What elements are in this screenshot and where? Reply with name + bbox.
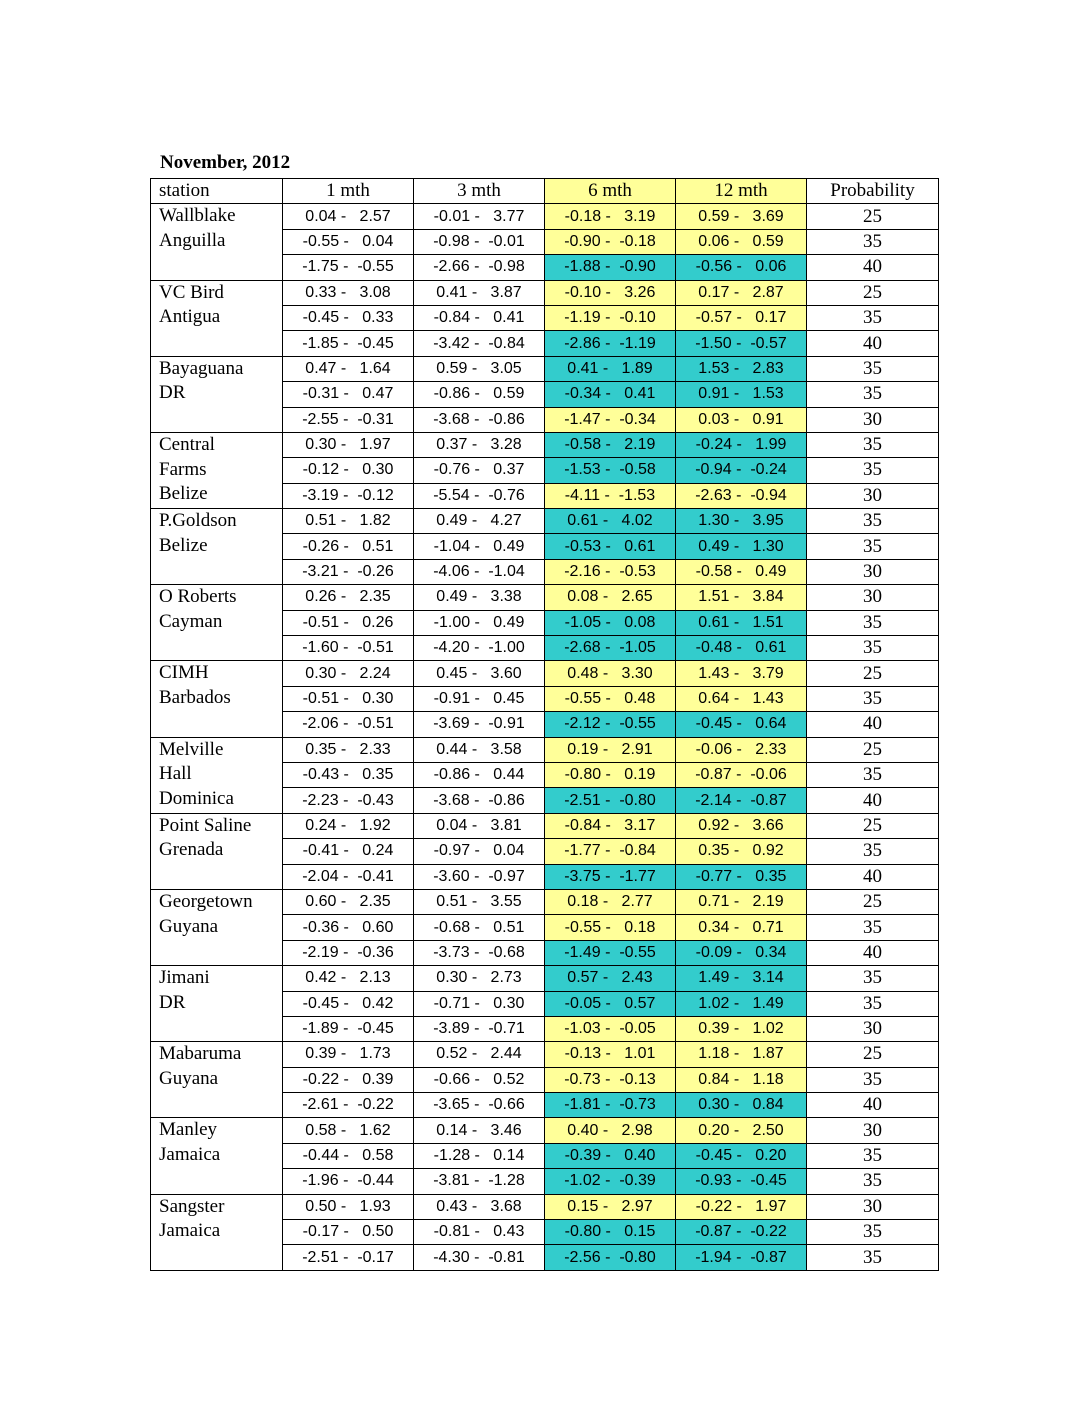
range-12mth: 0.34 - 0.71 xyxy=(676,915,807,940)
header-station: station xyxy=(151,179,283,204)
range-12mth: 0.91 - 1.53 xyxy=(676,382,807,407)
station-name-line: DR xyxy=(159,382,186,404)
range-12mth: -1.50 - -0.57 xyxy=(676,331,807,356)
range-6mth: -1.53 - -0.58 xyxy=(545,458,676,483)
header-probability: Probability xyxy=(807,179,939,204)
range-6mth: -0.34 - 0.41 xyxy=(545,382,676,407)
station-name xyxy=(151,1118,283,1194)
range-1mth: -1.85 - -0.45 xyxy=(283,331,414,356)
range-6mth: -2.86 - -1.19 xyxy=(545,331,676,356)
range-3mth: -0.98 - -0.01 xyxy=(414,229,545,254)
range-12mth: 1.49 - 3.14 xyxy=(676,966,807,991)
range-1mth: -2.23 - -0.43 xyxy=(283,788,414,813)
range-12mth: 1.30 - 3.95 xyxy=(676,509,807,534)
range-12mth: -0.48 - 0.61 xyxy=(676,636,807,661)
range-1mth: 0.51 - 1.82 xyxy=(283,509,414,534)
range-6mth: -4.11 - -1.53 xyxy=(545,483,676,508)
header-1mth: 1 mth xyxy=(283,179,414,204)
range-3mth: -4.30 - -0.81 xyxy=(414,1245,545,1270)
range-12mth: -2.14 - -0.87 xyxy=(676,788,807,813)
range-1mth: 0.26 - 2.35 xyxy=(283,585,414,610)
range-12mth: -0.22 - 1.97 xyxy=(676,1194,807,1219)
range-1mth: 0.50 - 1.93 xyxy=(283,1194,414,1219)
station-name-line: Jimani xyxy=(159,967,210,989)
range-3mth: -0.91 - 0.45 xyxy=(414,686,545,711)
probability-value: 35 xyxy=(807,839,939,864)
range-3mth: 0.49 - 4.27 xyxy=(414,509,545,534)
probability-value: 35 xyxy=(807,636,939,661)
range-3mth: -3.42 - -0.84 xyxy=(414,331,545,356)
range-6mth: -2.56 - -0.80 xyxy=(545,1245,676,1270)
range-3mth: -0.86 - 0.59 xyxy=(414,382,545,407)
range-1mth: -1.96 - -0.44 xyxy=(283,1169,414,1194)
range-1mth: -2.55 - -0.31 xyxy=(283,407,414,432)
range-6mth: 0.57 - 2.43 xyxy=(545,966,676,991)
station-name-line: Wallblake xyxy=(159,205,236,227)
range-3mth: 0.52 - 2.44 xyxy=(414,1042,545,1067)
table-row xyxy=(151,356,939,381)
station-name-line: Mabaruma xyxy=(159,1043,242,1065)
station-name-line: Jamaica xyxy=(159,1144,221,1166)
range-3mth: -1.04 - 0.49 xyxy=(414,534,545,559)
range-6mth: -0.80 - 0.15 xyxy=(545,1220,676,1245)
range-1mth: 0.30 - 2.24 xyxy=(283,661,414,686)
range-6mth: -0.39 - 0.40 xyxy=(545,1143,676,1168)
range-1mth: -0.44 - 0.58 xyxy=(283,1143,414,1168)
station-name xyxy=(151,356,283,432)
station-name-line: Manley xyxy=(159,1119,218,1141)
station-name-line: P.Goldson xyxy=(159,510,237,532)
station-name-line: Central xyxy=(159,433,215,455)
probability-value: 40 xyxy=(807,712,939,737)
table-row xyxy=(151,1118,939,1143)
range-1mth: -0.51 - 0.30 xyxy=(283,686,414,711)
range-12mth: -0.09 - 0.34 xyxy=(676,940,807,965)
station-name-line: Dominica xyxy=(159,787,234,809)
station-name-line: Barbados xyxy=(159,687,231,709)
probability-value: 30 xyxy=(807,1118,939,1143)
range-1mth: 0.47 - 1.64 xyxy=(283,356,414,381)
station-name-line: Hall xyxy=(159,763,192,785)
range-12mth: -0.93 - -0.45 xyxy=(676,1169,807,1194)
range-6mth: -0.84 - 3.17 xyxy=(545,813,676,838)
station-name-line: Belize xyxy=(159,534,208,556)
station-name-line: Cayman xyxy=(159,610,223,632)
range-12mth: 0.20 - 2.50 xyxy=(676,1118,807,1143)
probability-value: 35 xyxy=(807,1220,939,1245)
range-1mth: -2.04 - -0.41 xyxy=(283,864,414,889)
station-name xyxy=(151,889,283,965)
range-6mth: -0.18 - 3.19 xyxy=(545,204,676,229)
station-name xyxy=(151,1194,283,1270)
range-1mth: -0.12 - 0.30 xyxy=(283,458,414,483)
range-3mth: 0.04 - 3.81 xyxy=(414,813,545,838)
range-3mth: 0.44 - 3.58 xyxy=(414,737,545,762)
range-6mth: 0.41 - 1.89 xyxy=(545,356,676,381)
range-12mth: 1.51 - 3.84 xyxy=(676,585,807,610)
probability-value: 25 xyxy=(807,204,939,229)
range-1mth: -1.89 - -0.45 xyxy=(283,1016,414,1041)
table-row xyxy=(151,280,939,305)
range-6mth: -0.58 - 2.19 xyxy=(545,432,676,457)
table-row xyxy=(151,966,939,991)
station-name xyxy=(151,280,283,356)
range-3mth: -0.66 - 0.52 xyxy=(414,1067,545,1092)
range-6mth: -1.77 - -0.84 xyxy=(545,839,676,864)
range-6mth: -0.53 - 0.61 xyxy=(545,534,676,559)
table-row xyxy=(151,585,939,610)
range-6mth: 0.19 - 2.91 xyxy=(545,737,676,762)
range-1mth: -2.61 - -0.22 xyxy=(283,1093,414,1118)
range-3mth: 0.49 - 3.38 xyxy=(414,585,545,610)
table-row xyxy=(151,1042,939,1067)
range-1mth: -0.36 - 0.60 xyxy=(283,915,414,940)
probability-value: 35 xyxy=(807,382,939,407)
probability-value: 35 xyxy=(807,991,939,1016)
range-1mth: -2.06 - -0.51 xyxy=(283,712,414,737)
range-12mth: 0.92 - 3.66 xyxy=(676,813,807,838)
range-3mth: -0.76 - 0.37 xyxy=(414,458,545,483)
range-1mth: -0.22 - 0.39 xyxy=(283,1067,414,1092)
range-6mth: -1.03 - -0.05 xyxy=(545,1016,676,1041)
table-row xyxy=(151,661,939,686)
station-name-line: O Roberts xyxy=(159,586,237,608)
probability-value: 30 xyxy=(807,559,939,584)
station-name xyxy=(151,585,283,661)
station-name-line: Jamaica xyxy=(159,1220,221,1242)
range-12mth: -0.87 - -0.22 xyxy=(676,1220,807,1245)
station-name xyxy=(151,1042,283,1118)
probability-value: 40 xyxy=(807,1093,939,1118)
range-6mth: -2.12 - -0.55 xyxy=(545,712,676,737)
range-12mth: -0.87 - -0.06 xyxy=(676,762,807,787)
header-6mth: 6 mth xyxy=(545,179,676,204)
station-name-line: Guyana xyxy=(159,1067,219,1089)
range-1mth: 0.42 - 2.13 xyxy=(283,966,414,991)
range-3mth: -0.81 - 0.43 xyxy=(414,1220,545,1245)
range-1mth: 0.04 - 2.57 xyxy=(283,204,414,229)
range-12mth: -0.77 - 0.35 xyxy=(676,864,807,889)
range-6mth: -2.16 - -0.53 xyxy=(545,559,676,584)
range-1mth: -2.19 - -0.36 xyxy=(283,940,414,965)
range-12mth: 0.64 - 1.43 xyxy=(676,686,807,711)
range-3mth: 0.51 - 3.55 xyxy=(414,889,545,914)
table-row xyxy=(151,813,939,838)
probability-value: 35 xyxy=(807,686,939,711)
station-name xyxy=(151,509,283,585)
range-12mth: -2.63 - -0.94 xyxy=(676,483,807,508)
range-3mth: -0.97 - 0.04 xyxy=(414,839,545,864)
station-name-line: VC Bird xyxy=(159,281,224,303)
probability-value: 40 xyxy=(807,940,939,965)
header-3mth: 3 mth xyxy=(414,179,545,204)
header-row xyxy=(151,179,939,204)
range-3mth: 0.45 - 3.60 xyxy=(414,661,545,686)
range-1mth: -1.60 - -0.51 xyxy=(283,636,414,661)
range-3mth: -3.69 - -0.91 xyxy=(414,712,545,737)
range-3mth: -3.73 - -0.68 xyxy=(414,940,545,965)
range-12mth: 0.35 - 0.92 xyxy=(676,839,807,864)
range-12mth: -1.94 - -0.87 xyxy=(676,1245,807,1270)
range-12mth: -0.06 - 2.33 xyxy=(676,737,807,762)
range-12mth: 1.18 - 1.87 xyxy=(676,1042,807,1067)
station-name-line: DR xyxy=(159,991,186,1013)
station-name xyxy=(151,204,283,280)
range-12mth: 0.39 - 1.02 xyxy=(676,1016,807,1041)
range-12mth: 1.43 - 3.79 xyxy=(676,661,807,686)
range-1mth: -2.51 - -0.17 xyxy=(283,1245,414,1270)
probability-value: 35 xyxy=(807,509,939,534)
probability-value: 25 xyxy=(807,737,939,762)
range-6mth: -0.55 - 0.18 xyxy=(545,915,676,940)
range-3mth: -3.68 - -0.86 xyxy=(414,407,545,432)
range-6mth: -0.90 - -0.18 xyxy=(545,229,676,254)
probability-value: 35 xyxy=(807,229,939,254)
station-name-line: Georgetown xyxy=(159,890,253,912)
probability-value: 35 xyxy=(807,1067,939,1092)
range-3mth: 0.59 - 3.05 xyxy=(414,356,545,381)
probability-value: 35 xyxy=(807,610,939,635)
range-12mth: -0.57 - 0.17 xyxy=(676,305,807,330)
range-3mth: -0.84 - 0.41 xyxy=(414,305,545,330)
station-name xyxy=(151,813,283,889)
range-3mth: -3.81 - -1.28 xyxy=(414,1169,545,1194)
range-6mth: -2.68 - -1.05 xyxy=(545,636,676,661)
sheet-title: November, 2012 xyxy=(160,152,291,173)
station-name xyxy=(151,432,283,508)
range-12mth: 0.49 - 1.30 xyxy=(676,534,807,559)
probability-value: 30 xyxy=(807,407,939,432)
probability-value: 40 xyxy=(807,331,939,356)
range-3mth: -3.65 - -0.66 xyxy=(414,1093,545,1118)
range-6mth: -2.51 - -0.80 xyxy=(545,788,676,813)
probability-value: 35 xyxy=(807,966,939,991)
range-6mth: -0.80 - 0.19 xyxy=(545,762,676,787)
range-6mth: -1.81 - -0.73 xyxy=(545,1093,676,1118)
probability-value: 30 xyxy=(807,483,939,508)
probability-value: 35 xyxy=(807,1143,939,1168)
range-12mth: 0.61 - 1.51 xyxy=(676,610,807,635)
station-name-line: Guyana xyxy=(159,915,219,937)
station-name-line: Melville xyxy=(159,738,224,760)
station-name-line: Anguilla xyxy=(159,229,226,251)
range-3mth: -2.66 - -0.98 xyxy=(414,255,545,280)
station-name-line: Belize xyxy=(159,483,208,505)
station-name-line: Antigua xyxy=(159,306,221,328)
range-6mth: -1.88 - -0.90 xyxy=(545,255,676,280)
station-name xyxy=(151,966,283,1042)
range-6mth: -0.05 - 0.57 xyxy=(545,991,676,1016)
range-1mth: -0.45 - 0.33 xyxy=(283,305,414,330)
range-6mth: -3.75 - -1.77 xyxy=(545,864,676,889)
probability-value: 35 xyxy=(807,534,939,559)
range-6mth: -0.73 - -0.13 xyxy=(545,1067,676,1092)
range-1mth: 0.35 - 2.33 xyxy=(283,737,414,762)
table-row xyxy=(151,737,939,762)
station-name xyxy=(151,737,283,813)
table-row xyxy=(151,889,939,914)
range-12mth: 1.53 - 2.83 xyxy=(676,356,807,381)
range-1mth: -0.41 - 0.24 xyxy=(283,839,414,864)
probability-value: 25 xyxy=(807,661,939,686)
probability-value: 25 xyxy=(807,813,939,838)
station-name-line: Grenada xyxy=(159,839,224,861)
station-name xyxy=(151,661,283,737)
range-3mth: -5.54 - -0.76 xyxy=(414,483,545,508)
range-1mth: 0.58 - 1.62 xyxy=(283,1118,414,1143)
table-row xyxy=(151,432,939,457)
range-6mth: 0.08 - 2.65 xyxy=(545,585,676,610)
range-3mth: -3.68 - -0.86 xyxy=(414,788,545,813)
table-row xyxy=(151,1194,939,1219)
range-1mth: 0.39 - 1.73 xyxy=(283,1042,414,1067)
spi-table xyxy=(150,178,939,1271)
probability-value: 35 xyxy=(807,305,939,330)
probability-value: 35 xyxy=(807,432,939,457)
range-12mth: -0.56 - 0.06 xyxy=(676,255,807,280)
station-name-line: CIMH xyxy=(159,662,209,684)
range-6mth: -1.19 - -0.10 xyxy=(545,305,676,330)
probability-value: 30 xyxy=(807,585,939,610)
range-6mth: 0.40 - 2.98 xyxy=(545,1118,676,1143)
probability-value: 25 xyxy=(807,280,939,305)
range-1mth: 0.33 - 3.08 xyxy=(283,280,414,305)
range-3mth: 0.37 - 3.28 xyxy=(414,432,545,457)
station-name-line: Farms xyxy=(159,458,207,480)
range-3mth: -1.28 - 0.14 xyxy=(414,1143,545,1168)
range-1mth: -3.19 - -0.12 xyxy=(283,483,414,508)
probability-value: 35 xyxy=(807,458,939,483)
range-1mth: -0.55 - 0.04 xyxy=(283,229,414,254)
range-12mth: 0.30 - 0.84 xyxy=(676,1093,807,1118)
range-3mth: 0.43 - 3.68 xyxy=(414,1194,545,1219)
probability-value: 30 xyxy=(807,1016,939,1041)
range-1mth: 0.24 - 1.92 xyxy=(283,813,414,838)
range-12mth: -0.58 - 0.49 xyxy=(676,559,807,584)
probability-value: 40 xyxy=(807,255,939,280)
table-row xyxy=(151,204,939,229)
range-3mth: -1.00 - 0.49 xyxy=(414,610,545,635)
probability-value: 30 xyxy=(807,1194,939,1219)
probability-value: 35 xyxy=(807,1245,939,1270)
probability-value: 40 xyxy=(807,788,939,813)
station-name-line: Bayaguana xyxy=(159,357,244,379)
range-12mth: 0.17 - 2.87 xyxy=(676,280,807,305)
range-1mth: -0.45 - 0.42 xyxy=(283,991,414,1016)
range-3mth: -0.86 - 0.44 xyxy=(414,762,545,787)
range-6mth: -1.02 - -0.39 xyxy=(545,1169,676,1194)
range-1mth: -0.17 - 0.50 xyxy=(283,1220,414,1245)
range-3mth: 0.30 - 2.73 xyxy=(414,966,545,991)
range-3mth: -3.60 - -0.97 xyxy=(414,864,545,889)
range-12mth: 0.06 - 0.59 xyxy=(676,229,807,254)
range-1mth: 0.30 - 1.97 xyxy=(283,432,414,457)
range-3mth: -0.01 - 3.77 xyxy=(414,204,545,229)
probability-value: 25 xyxy=(807,889,939,914)
range-12mth: 0.71 - 2.19 xyxy=(676,889,807,914)
range-1mth: -0.43 - 0.35 xyxy=(283,762,414,787)
range-3mth: -4.20 - -1.00 xyxy=(414,636,545,661)
range-6mth: -0.55 - 0.48 xyxy=(545,686,676,711)
range-1mth: -3.21 - -0.26 xyxy=(283,559,414,584)
range-6mth: -1.49 - -0.55 xyxy=(545,940,676,965)
probability-value: 35 xyxy=(807,1169,939,1194)
range-3mth: 0.14 - 3.46 xyxy=(414,1118,545,1143)
range-12mth: 0.03 - 0.91 xyxy=(676,407,807,432)
range-12mth: 0.84 - 1.18 xyxy=(676,1067,807,1092)
range-12mth: 0.59 - 3.69 xyxy=(676,204,807,229)
range-6mth: 0.48 - 3.30 xyxy=(545,661,676,686)
range-12mth: -0.94 - -0.24 xyxy=(676,458,807,483)
station-name-line: Point Saline xyxy=(159,814,252,836)
range-1mth: -0.31 - 0.47 xyxy=(283,382,414,407)
range-12mth: 1.02 - 1.49 xyxy=(676,991,807,1016)
probability-value: 35 xyxy=(807,762,939,787)
range-1mth: 0.60 - 2.35 xyxy=(283,889,414,914)
range-3mth: -4.06 - -1.04 xyxy=(414,559,545,584)
range-6mth: -0.10 - 3.26 xyxy=(545,280,676,305)
range-6mth: 0.61 - 4.02 xyxy=(545,509,676,534)
probability-value: 35 xyxy=(807,356,939,381)
range-3mth: -0.71 - 0.30 xyxy=(414,991,545,1016)
range-6mth: -1.47 - -0.34 xyxy=(545,407,676,432)
range-3mth: 0.41 - 3.87 xyxy=(414,280,545,305)
range-3mth: -3.89 - -0.71 xyxy=(414,1016,545,1041)
range-1mth: -0.26 - 0.51 xyxy=(283,534,414,559)
range-6mth: 0.18 - 2.77 xyxy=(545,889,676,914)
range-6mth: 0.15 - 2.97 xyxy=(545,1194,676,1219)
range-1mth: -1.75 - -0.55 xyxy=(283,255,414,280)
range-12mth: -0.45 - 0.20 xyxy=(676,1143,807,1168)
probability-value: 40 xyxy=(807,864,939,889)
range-12mth: -0.45 - 0.64 xyxy=(676,712,807,737)
probability-value: 35 xyxy=(807,915,939,940)
probability-value: 25 xyxy=(807,1042,939,1067)
header-12mth: 12 mth xyxy=(676,179,807,204)
range-6mth: -1.05 - 0.08 xyxy=(545,610,676,635)
range-3mth: -0.68 - 0.51 xyxy=(414,915,545,940)
range-6mth: -0.13 - 1.01 xyxy=(545,1042,676,1067)
table-row xyxy=(151,509,939,534)
range-1mth: -0.51 - 0.26 xyxy=(283,610,414,635)
station-name-line: Sangster xyxy=(159,1195,225,1217)
range-12mth: -0.24 - 1.99 xyxy=(676,432,807,457)
